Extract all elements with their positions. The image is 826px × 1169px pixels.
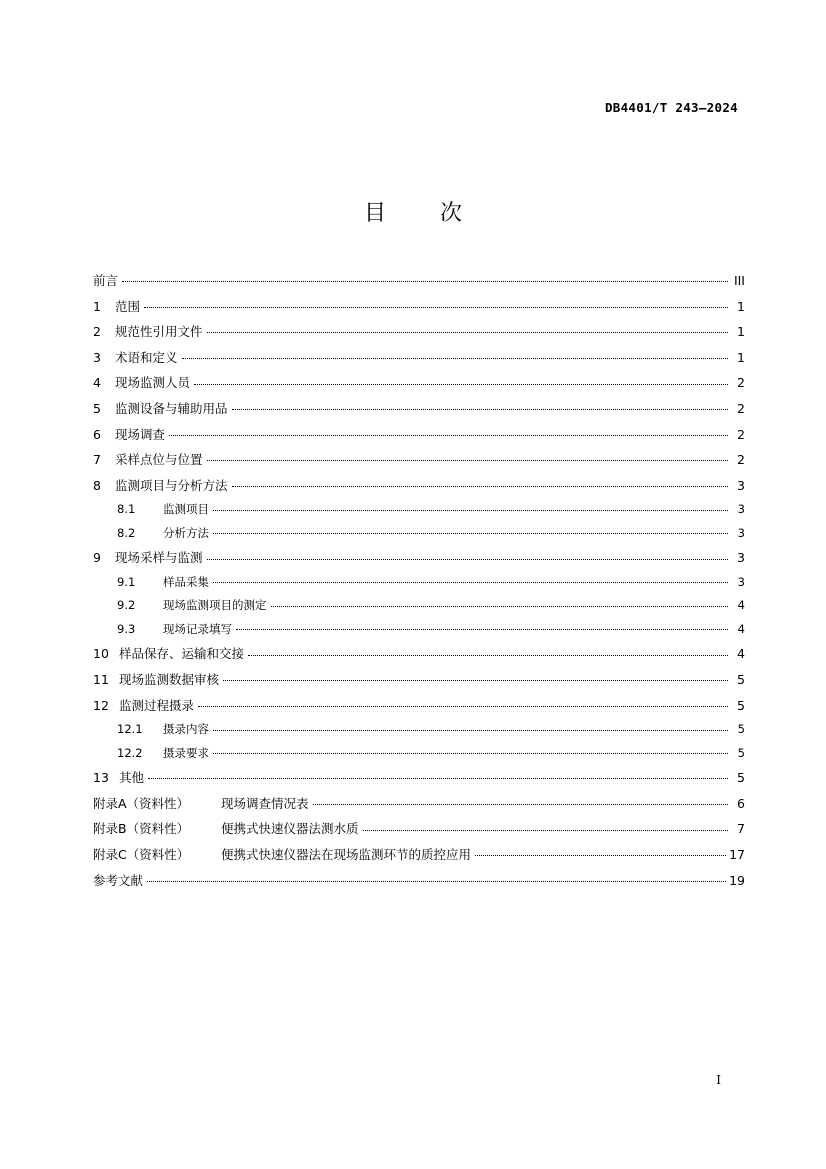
toc-entry-number: 11 — [93, 672, 109, 688]
toc-entry-label: 前言 — [93, 273, 119, 288]
toc-entry-label: 现场采样与监测 — [115, 550, 203, 566]
toc-entry[interactable] — [93, 447, 745, 473]
toc-entry-page: 1 — [737, 324, 745, 340]
toc-entry-label: 摄录要求 — [163, 745, 209, 760]
toc-dot-leader — [213, 525, 728, 537]
toc-entry-number: 9 — [93, 550, 101, 566]
toc-entry-number: 8.2 — [117, 525, 136, 540]
toc-entry[interactable] — [93, 868, 745, 894]
toc-entry-number: 8 — [93, 477, 101, 493]
toc-dot-leader — [313, 795, 728, 808]
toc-entry-page: 19 — [729, 872, 745, 888]
toc-dot-leader — [207, 452, 728, 465]
toc-entry-page: 4 — [737, 646, 745, 662]
toc-dot-leader — [213, 722, 728, 734]
toc-dot-leader — [475, 847, 726, 860]
toc-dot-leader — [213, 745, 728, 757]
footer-page-number: I — [716, 1073, 721, 1087]
toc-entry[interactable] — [93, 842, 745, 868]
toc-entry-label: 便携式快速仪器法在现场监测环节的质控应用 — [221, 847, 472, 862]
toc-entry-label: 范围 — [115, 298, 141, 314]
toc-entry-label: 现场记录填写 — [163, 621, 232, 636]
toc-entry-page: 5 — [737, 745, 745, 760]
toc-entry-page: 3 — [737, 477, 745, 493]
toc-entry-number: 12.1 — [117, 722, 143, 737]
toc-dot-leader — [148, 770, 728, 783]
toc-entry-number: 9.3 — [117, 621, 136, 636]
toc-entry[interactable] — [93, 791, 745, 817]
toc-entry-page: 2 — [737, 452, 745, 468]
toc-entry-number: 10 — [93, 646, 109, 662]
toc-dot-leader — [194, 375, 728, 388]
toc-entry-page: 5 — [737, 770, 745, 786]
toc-entry[interactable] — [93, 718, 745, 742]
toc-entry-number: 5 — [93, 400, 101, 416]
toc-dot-leader — [271, 598, 729, 610]
toc-entry[interactable] — [93, 816, 745, 842]
toc-entry-page: 2 — [737, 426, 745, 442]
toc-entry[interactable] — [93, 396, 745, 422]
toc-dot-leader — [207, 550, 728, 563]
toc-entry[interactable] — [93, 693, 745, 719]
toc-entry-label: 监测项目 — [163, 502, 209, 517]
toc-entry-label: 样品保存、运输和交接 — [119, 646, 245, 662]
toc-dot-leader — [122, 273, 728, 286]
toc-entry[interactable] — [93, 522, 745, 546]
toc-entry[interactable] — [93, 667, 745, 693]
toc-entry-page: 5 — [737, 672, 745, 688]
toc-dot-leader — [232, 400, 728, 413]
toc-entry[interactable] — [93, 765, 745, 791]
toc-dot-leader — [147, 872, 726, 885]
toc-dot-leader — [213, 502, 728, 514]
toc-entry-number: 3 — [93, 349, 101, 365]
toc-entry[interactable] — [93, 294, 745, 320]
toc-entry-number: 9.2 — [117, 598, 136, 613]
toc-entry-label: 术语和定义 — [115, 349, 178, 365]
toc-entry[interactable] — [93, 641, 745, 667]
standard-code-header: DB4401/T 243—2024 — [604, 100, 738, 115]
toc-entry-page: 7 — [737, 821, 745, 837]
toc-dot-leader — [144, 298, 728, 311]
toc-entry-page: 5 — [737, 722, 745, 737]
toc-entry-page: 17 — [729, 847, 745, 862]
toc-dot-leader — [248, 646, 728, 659]
toc-entry-page: 3 — [737, 550, 745, 566]
toc-entry-label: 规范性引用文件 — [115, 324, 203, 340]
toc-entry-number: 1 — [93, 298, 101, 314]
page-title: 目 次 — [363, 201, 478, 226]
toc-entry-label: 现场监测人员 — [115, 375, 191, 391]
toc-entry-page: 1 — [737, 349, 745, 365]
toc-entry-label: 现场调查情况表 — [221, 795, 309, 811]
toc-entry-page: 3 — [737, 525, 745, 540]
toc-entry[interactable] — [93, 498, 745, 522]
toc-entry-number: 13 — [93, 770, 109, 786]
toc-entry[interactable] — [93, 319, 745, 345]
toc-entry-page: 6 — [737, 795, 745, 811]
toc-entry[interactable] — [93, 473, 745, 499]
toc-entry-number: 6 — [93, 426, 101, 442]
toc-entry-label: 监测过程摄录 — [119, 697, 195, 713]
toc-entry-label: 便携式快速仪器法测水质 — [221, 821, 359, 837]
toc-entry[interactable] — [93, 594, 745, 618]
toc-entry[interactable] — [93, 370, 745, 396]
toc-entry[interactable] — [93, 742, 745, 766]
toc-entry-label: 采样点位与位置 — [115, 452, 203, 468]
toc-entry[interactable] — [93, 422, 745, 448]
toc-entry-number: 12 — [93, 697, 109, 713]
toc-dot-leader — [207, 324, 728, 337]
toc-entry-label: 现场监测数据审核 — [119, 672, 220, 688]
toc-entry-page: 2 — [737, 400, 745, 416]
toc-entry-number: 12.2 — [117, 745, 143, 760]
toc-entry-page: III — [733, 273, 745, 288]
toc-entry[interactable] — [93, 268, 745, 294]
toc-entry-page: 3 — [737, 502, 745, 517]
toc-entry-number: 附录A（资料性） — [93, 795, 190, 811]
toc-entry-label: 其他 — [119, 770, 145, 786]
toc-entry-label: 现场监测项目的测定 — [163, 598, 267, 613]
toc-entry-page: 4 — [737, 598, 745, 613]
toc-entry-label: 摄录内容 — [163, 722, 209, 737]
toc-entry-number: 附录C（资料性） — [93, 847, 190, 862]
toc-dot-leader — [182, 349, 728, 362]
toc-entry-label: 监测项目与分析方法 — [115, 477, 228, 493]
toc-entry-number: 9.1 — [117, 574, 136, 589]
toc-entry-label: 参考文献 — [93, 872, 144, 888]
toc-entry-page: 3 — [737, 574, 745, 589]
toc-dot-leader — [198, 697, 728, 710]
toc-entry-page: 2 — [737, 375, 745, 391]
toc-entry-number: 7 — [93, 452, 101, 468]
toc-entry-number: 4 — [93, 375, 101, 391]
toc-entry-page: 1 — [737, 298, 745, 314]
toc-entry[interactable] — [93, 618, 745, 642]
toc-dot-leader — [363, 821, 728, 834]
toc-entry-number: 2 — [93, 324, 101, 340]
toc-entry-label: 分析方法 — [163, 525, 209, 540]
toc-entry-label: 监测设备与辅助用品 — [115, 400, 228, 416]
toc-dot-leader — [236, 621, 728, 633]
toc-entry[interactable] — [93, 545, 745, 571]
toc-dot-leader — [169, 426, 728, 439]
table-of-contents — [93, 268, 745, 893]
toc-entry-page: 4 — [737, 621, 745, 636]
toc-entry-label: 现场调查 — [115, 426, 166, 442]
toc-entry[interactable] — [93, 345, 745, 371]
toc-dot-leader — [232, 477, 728, 490]
toc-entry[interactable] — [93, 571, 745, 595]
toc-entry-label: 样品采集 — [163, 574, 209, 589]
toc-entry-number: 8.1 — [117, 502, 136, 517]
toc-entry-page: 5 — [737, 697, 745, 713]
toc-dot-leader — [223, 672, 728, 685]
toc-entry-number: 附录B（资料性） — [93, 821, 190, 837]
toc-dot-leader — [213, 574, 728, 586]
